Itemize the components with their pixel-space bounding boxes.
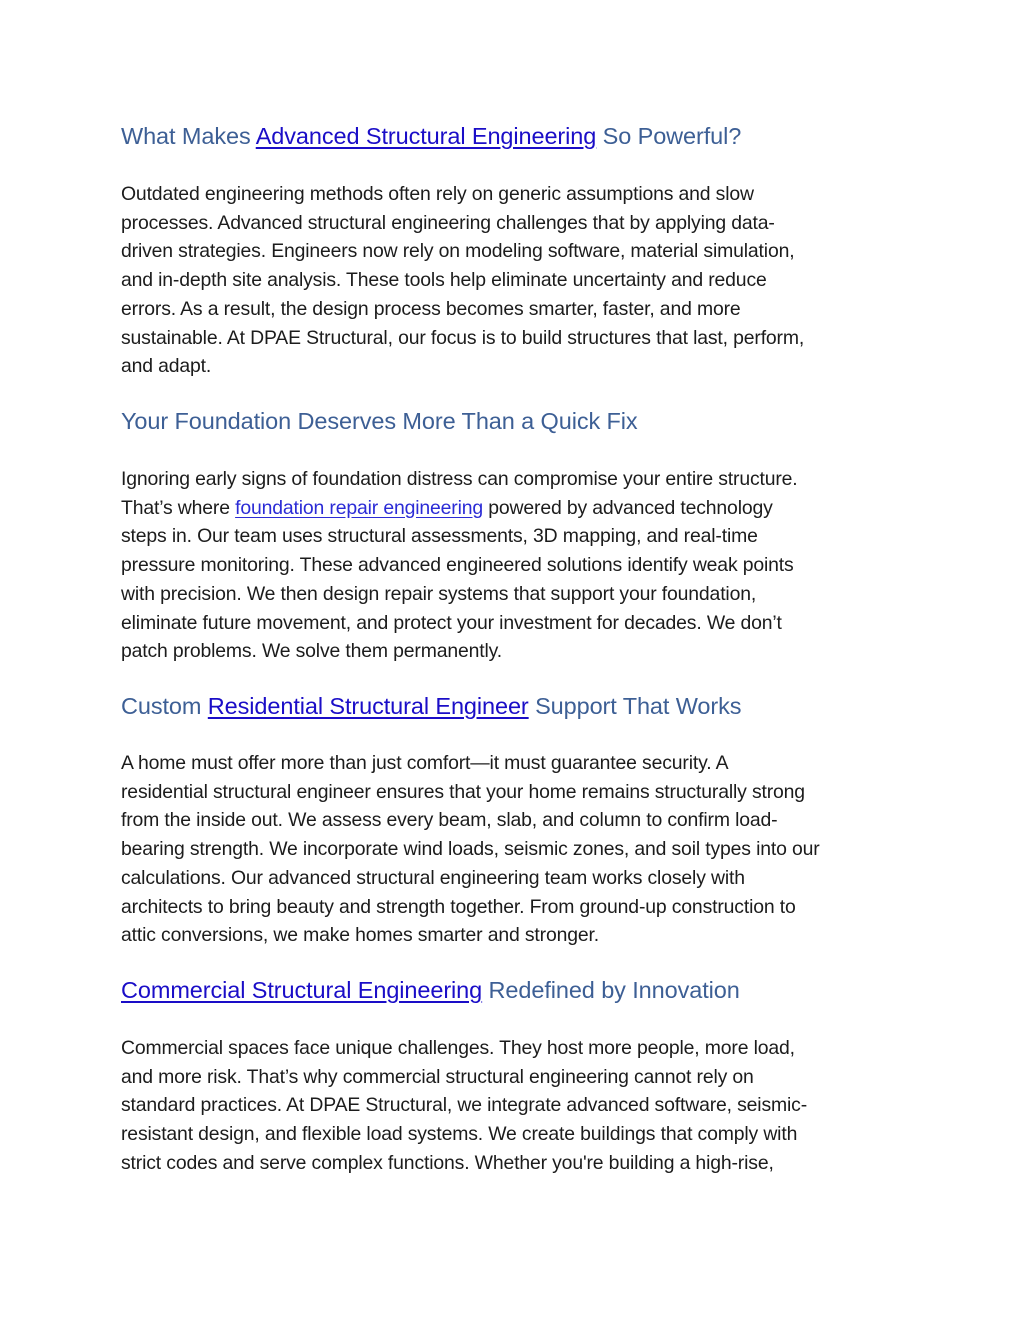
paragraph-line: with precision. We then design repair systems that support your foundation,	[121, 582, 757, 605]
line-text-before: That’s where	[121, 496, 236, 519]
paragraph-line: bearing strength. We incorporate wind loads, seismic zones, and soil types into our	[121, 838, 820, 861]
paragraph-line: errors. As a result, the design process becomes smarter, faster, and more	[121, 297, 741, 320]
heading-text-after: So Powerful?	[596, 123, 742, 149]
advanced-structural-engineering-link[interactable]: Advanced Structural Engineering	[255, 123, 597, 149]
section-heading-foundation	[121, 406, 638, 436]
paragraph-line: and adapt.	[121, 355, 212, 378]
paragraph-line: driven strategies. Engineers now rely on modeling software, material simulation,	[121, 240, 795, 263]
heading-text-before: What Makes	[121, 123, 256, 149]
paragraph-line: Outdated engineering methods often rely on generic assumptions and slow	[121, 183, 754, 205]
paragraph-line: from the inside out. We assess every beam, slab, and column to confirm load-	[121, 809, 778, 832]
paragraph-line: A home must offer more than just comfort—it must guarantee security. A	[121, 752, 729, 774]
paragraph-line: Commercial spaces face unique challenges. They host more people, more load,	[121, 1037, 795, 1059]
heading-text: Your Foundation Deserves More Than a Quick Fix	[121, 408, 638, 434]
paragraph-line: steps in. Our team uses structural assessments, 3D mapping, and real-time	[121, 525, 758, 548]
paragraph-line-with-link	[121, 494, 901, 523]
paragraph-line: processes. Advanced structural engineering challenges that by applying data-	[121, 211, 775, 234]
line-text-after: powered by advanced technology	[483, 496, 773, 519]
section-heading-residential	[121, 691, 741, 721]
paragraph-line: and more risk. That’s why commercial structural engineering cannot rely on	[121, 1065, 754, 1088]
paragraph-line: standard practices. At DPAE Structural, we integrate advanced software, seismic-	[121, 1094, 808, 1117]
section-heading-advanced	[121, 121, 741, 151]
section-paragraph-advanced	[121, 180, 901, 381]
commercial-structural-engineering-link[interactable]: Commercial Structural Engineering	[121, 977, 483, 1003]
section-paragraph-residential	[121, 749, 901, 950]
section-paragraph-commercial	[121, 1034, 901, 1178]
heading-text-after: Redefined by Innovation	[482, 977, 740, 1003]
paragraph-line: sustainable. At DPAE Structural, our focus is to build structures that last, perform,	[121, 326, 805, 349]
foundation-repair-engineering-link[interactable]: foundation repair engineering	[235, 496, 484, 519]
heading-text-before: Custom	[121, 693, 208, 719]
section-paragraph-foundation	[121, 465, 901, 666]
paragraph-line: strict codes and serve complex functions. Whether you're building a high-rise,	[121, 1151, 774, 1174]
paragraph-line: resistant design, and flexible load systems. We create buildings that comply with	[121, 1123, 798, 1146]
heading-text-after: Support That Works	[528, 693, 742, 719]
paragraph-line: architects to bring beauty and strength together. From ground-up construction to	[121, 895, 796, 918]
paragraph-line: residential structural engineer ensures that your home remains structurally strong	[121, 780, 805, 803]
section-heading-commercial	[121, 975, 740, 1005]
paragraph-line: eliminate future movement, and protect your investment for decades. We don’t	[121, 611, 782, 634]
paragraph-line: attic conversions, we make homes smarter and stronger.	[121, 924, 599, 947]
paragraph-line: Ignoring early signs of foundation distress can compromise your entire structure.	[121, 468, 798, 490]
paragraph-line: patch problems. We solve them permanently.	[121, 640, 502, 663]
residential-structural-engineer-link[interactable]: Residential Structural Engineer	[207, 693, 529, 719]
paragraph-line: pressure monitoring. These advanced engineered solutions identify weak points	[121, 554, 794, 577]
paragraph-line: calculations. Our advanced structural engineering team works closely with	[121, 866, 745, 889]
paragraph-line: and in-depth site analysis. These tools help eliminate uncertainty and reduce	[121, 269, 767, 292]
